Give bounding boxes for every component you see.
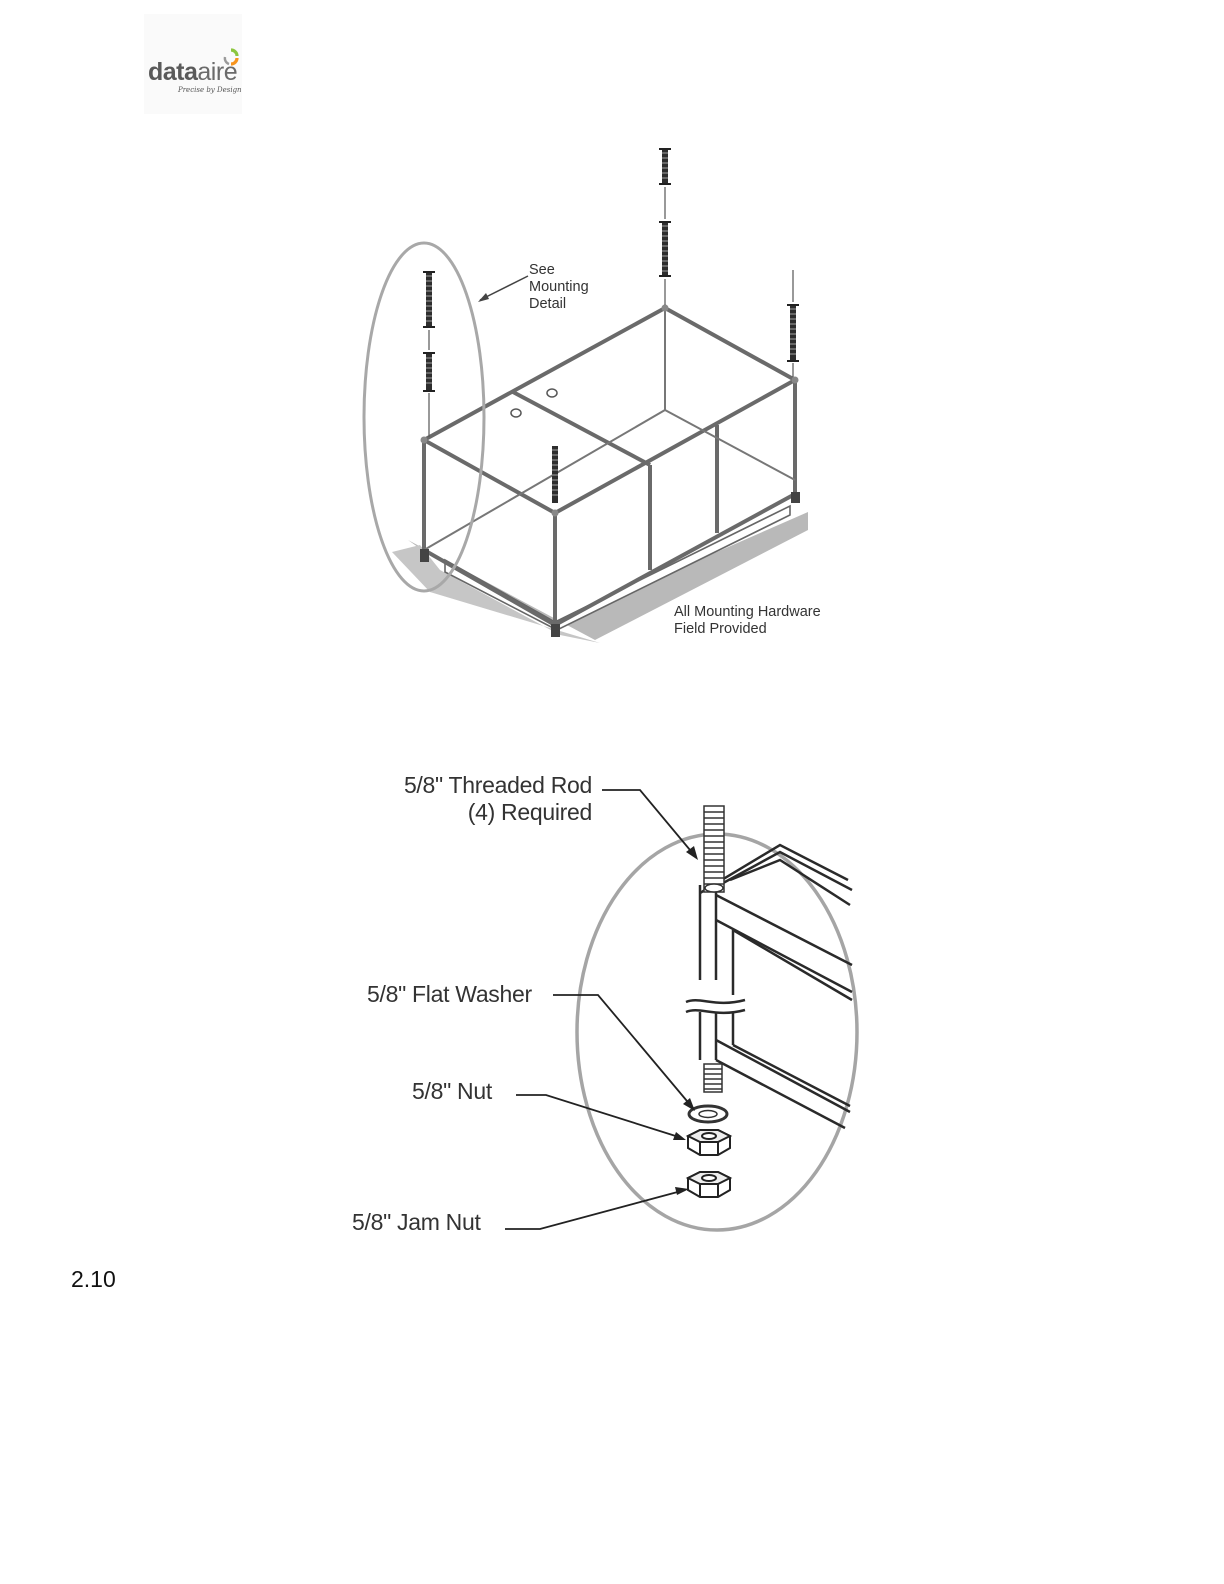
flat-washer-label: 5/8" Flat Washer	[367, 981, 532, 1007]
threaded-rod-bottom	[704, 1064, 722, 1092]
see-mounting-callout: See Mounting Detail	[529, 262, 589, 312]
hardware-note: All Mounting Hardware Field Provided	[674, 604, 821, 637]
section-number: 2.10	[71, 1266, 116, 1292]
logo-wordmark: dataaire	[148, 58, 238, 86]
nut-label: 5/8" Nut	[412, 1078, 492, 1104]
nut	[688, 1130, 730, 1155]
jam-nut-label: 5/8" Jam Nut	[352, 1209, 481, 1235]
detail-leaders	[505, 790, 695, 1229]
threaded-rod-top	[704, 806, 724, 892]
threaded-rod-label: 5/8" Threaded Rod (4) Required	[403, 772, 592, 825]
logo-tagline: Precise by Design	[178, 86, 242, 94]
flat-washer	[689, 1106, 727, 1122]
jam-nut	[688, 1172, 730, 1197]
